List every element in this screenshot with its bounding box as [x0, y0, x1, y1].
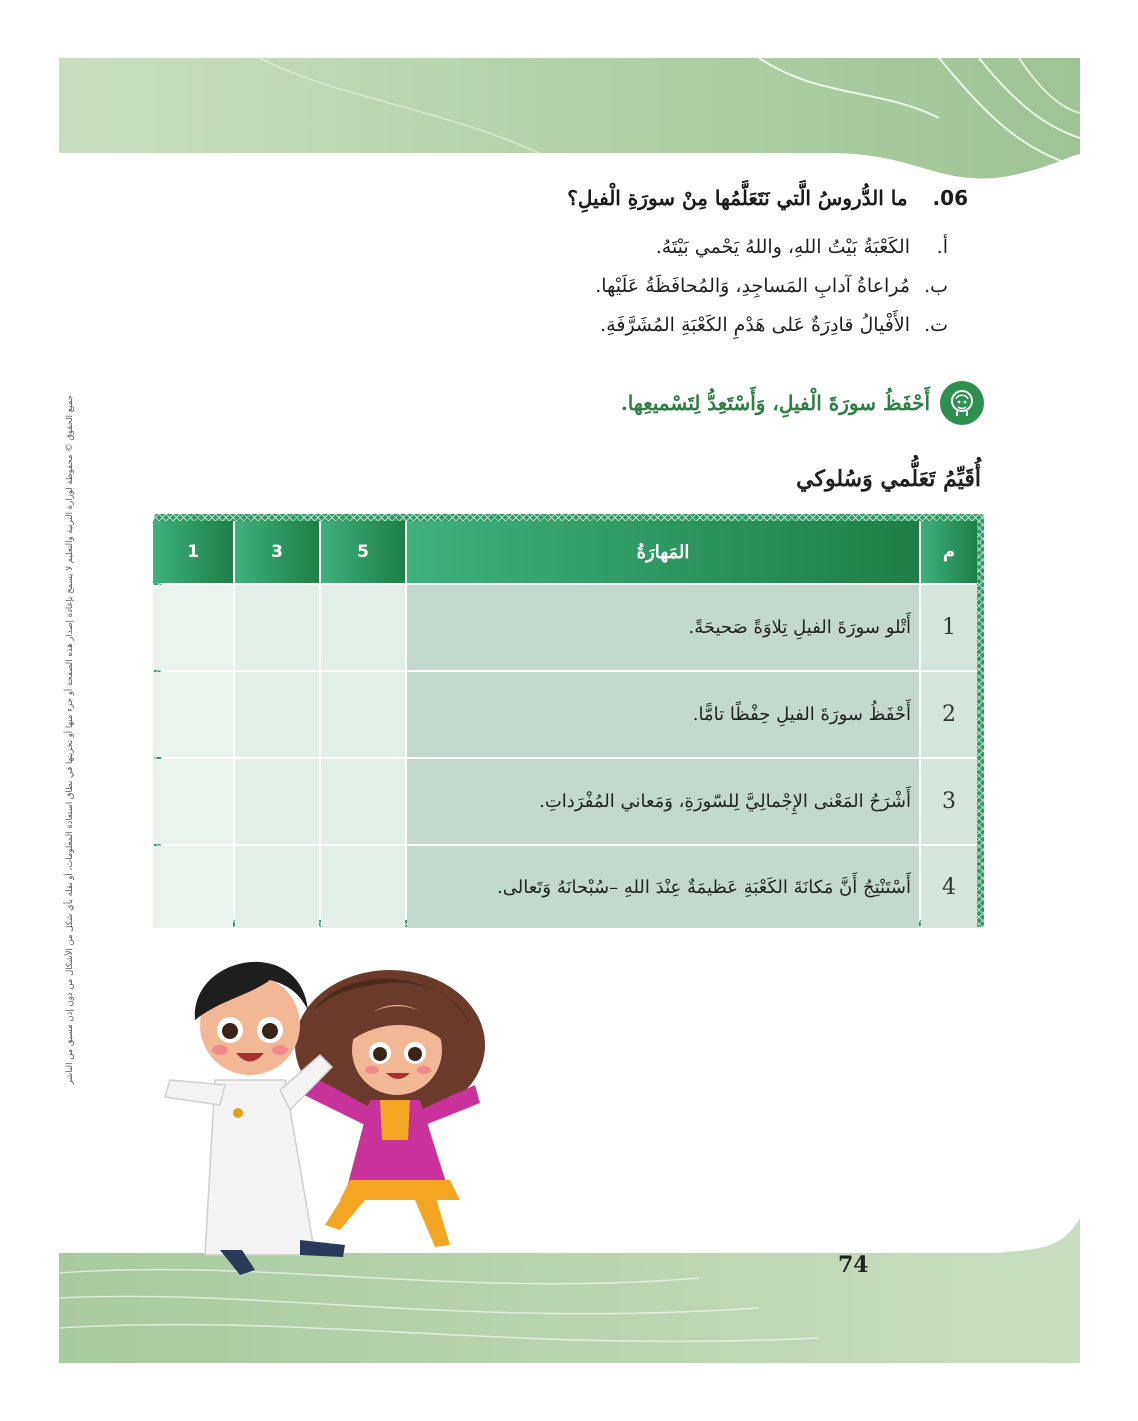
score-1-cell[interactable]: [153, 759, 233, 844]
score-5-cell[interactable]: [321, 759, 405, 844]
row-index: 3: [921, 759, 977, 844]
option-text: الكَعْبَةُ بَيْتُ اللهِ، واللهُ يَحْمي بَيْتَهُ.: [655, 236, 910, 258]
option-letter: أ.: [936, 236, 948, 258]
option-text: مُراعاةُ آدابِ المَساجِدِ، وَالمُحافَظَةُ عَلَيْها.: [595, 275, 910, 297]
copyright-note: جميع الحقوق © محفوظة لوزارة التربية والتعليم لا يسمح بإعادة إصدار هذه الصفحة أو جزء منها أو تخزينها في نطاق استعادة المعلومات، أو نقله بأي شكل من الأشكال من دون إذن مسبق من الناشر: [65, 395, 75, 1085]
score-1-cell[interactable]: [153, 846, 233, 928]
brain-head-icon: [940, 381, 984, 425]
score-1-cell[interactable]: [153, 672, 233, 757]
header-score-3: 3: [235, 521, 319, 583]
row-index: 2: [921, 672, 977, 757]
score-1-cell[interactable]: [153, 585, 233, 670]
assessment-table: [154, 514, 984, 927]
row-index: 4: [921, 846, 977, 928]
score-3-cell[interactable]: [235, 846, 319, 928]
header-decoration: [59, 58, 1080, 298]
page-number: 74: [838, 1252, 869, 1278]
score-3-cell[interactable]: [235, 585, 319, 670]
memorize-instruction: [621, 378, 984, 428]
header-index: م: [921, 521, 977, 583]
header-skill: المَهارَةُ: [407, 521, 919, 583]
row-skill: أَشْرَحُ المَعْنى الإِجْمالِيَّ لِلسّورَةِ، وَمَعاني المُفْرَداتِ.: [407, 759, 919, 844]
score-3-cell[interactable]: [235, 672, 319, 757]
memorize-text: أَحْفَظُ سورَةَ الْفيلِ، وَأَسْتَعِدُّ لِتَسْميعِها.: [620, 391, 930, 415]
score-5-cell[interactable]: [321, 585, 405, 670]
header-score-1: 1: [153, 521, 233, 583]
row-skill: أَسْتَنْتِجُ أَنَّ مَكانَةَ الكَعْبَةِ عَظيمَةٌ عِنْدَ اللهِ –سُبْحانَهُ وَتَعالى.: [407, 846, 919, 928]
score-5-cell[interactable]: [321, 846, 405, 928]
option-b: [595, 275, 948, 297]
option-text: الأَفْيالُ قادِرَةٌ عَلى هَدْمِ الكَعْبَةِ المُشَرَّفَةِ.: [600, 314, 910, 336]
row-skill: أَتْلو سورَةَ الفيلِ تِلاوَةً صَحيحَةً.: [407, 585, 919, 670]
score-3-cell[interactable]: [235, 759, 319, 844]
assessment-title: أُقَيِّمُ تَعَلُّمي وَسُلوكي: [796, 466, 981, 492]
score-5-cell[interactable]: [321, 672, 405, 757]
row-skill: أَحْفَظُ سورَةَ الفيلِ حِفْظًا تامًّا.: [407, 672, 919, 757]
option-letter: ب.: [924, 275, 948, 297]
question-text: ما الدُّروسُ الَّتي نَتَعَلَّمُها مِنْ سورَةِ الْفيلِ؟: [567, 186, 908, 210]
row-index: 1: [921, 585, 977, 670]
option-letter: ت.: [924, 314, 948, 336]
option-a: [656, 236, 948, 258]
question-title: [567, 186, 968, 210]
question-number: 06.: [932, 186, 968, 210]
header-score-5: 5: [321, 521, 405, 583]
children-illustration: [150, 925, 510, 1285]
option-c: [600, 314, 948, 336]
